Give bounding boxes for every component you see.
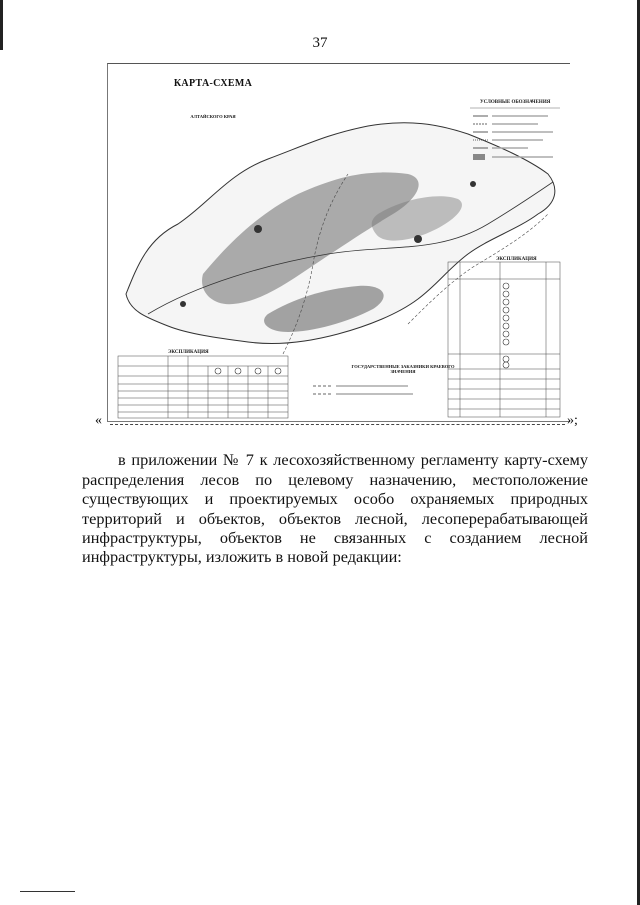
legend-title: УСЛОВНЫЕ ОБОЗНАЧЕНИЯ [480, 100, 551, 105]
explication-title-left: ЭКСПЛИКАЦИЯ [168, 350, 209, 355]
map-title: КАРТА-СХЕМА [173, 78, 253, 89]
map-scheme-figure [107, 63, 570, 422]
footer-rule [20, 891, 75, 892]
state-reserves-legend [313, 386, 413, 394]
dashed-separator [110, 424, 565, 425]
locality-marker [470, 181, 476, 187]
map-region: АЛТАЙСКОГО КРАЯ [190, 114, 236, 119]
explication-right-circles [503, 283, 509, 368]
body-paragraph: в приложении № 7 к лесохозяйственному регламенту карту-схему распределения лесов по целевому назначению, местоположение существующих и проектируемых особо охраняемых природных территорий и объектов, объектов лесной, лесоперерабатывающей инфраструктуры, объектов не связанных с созданием лесной инфраструктуры, изложить в новой редакции: [82, 450, 588, 567]
explication-table-left [118, 356, 288, 418]
locality-marker [414, 235, 422, 243]
locality-marker [254, 225, 262, 233]
page-number: 37 [312, 35, 328, 51]
state-reserves-title: ГОСУДАРСТВЕННЫЕ ЗАКАЗНИКИ КРАЕВОГО ЗНАЧЕНИЯ [351, 364, 455, 374]
locality-marker [180, 301, 186, 307]
explication-title-right: ЭКСПЛИКАЦИЯ [496, 257, 537, 262]
opening-quote: « [95, 413, 102, 428]
closing-quote: »; [567, 413, 578, 428]
